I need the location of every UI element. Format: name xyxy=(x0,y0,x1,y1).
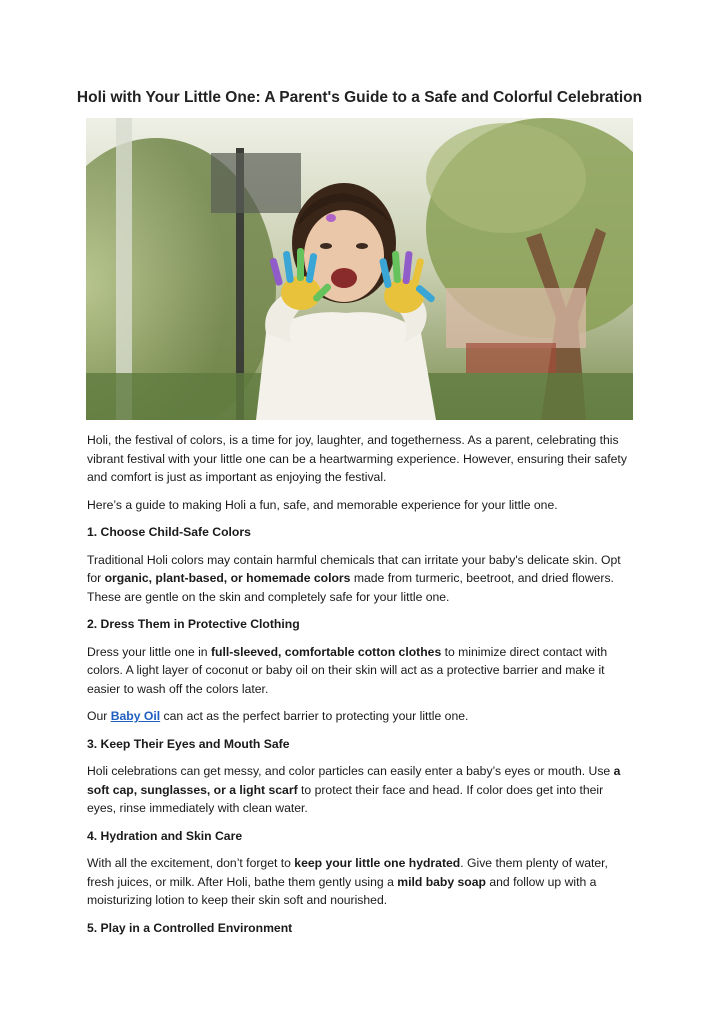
bold-span: keep your little one hydrated xyxy=(294,856,461,870)
text-span: . Give them plenty of water, fresh juices, or milk. After Holi, bathe them gently using a xyxy=(87,856,608,889)
section-5-heading: 5. Play in a Controlled Environment xyxy=(87,920,293,935)
text-span: made from turmeric, beetroot, and dried flowers. These are gentle on the skin and completely safe for your little one. xyxy=(87,571,614,604)
baby-oil-link[interactable]: Baby Oil xyxy=(110,709,161,723)
section-1-paragraph xyxy=(87,551,634,607)
bold-span: full-sleeved, comfortable cotton clothes xyxy=(210,644,442,659)
text-span: With all the excitement, don’t forget to xyxy=(87,856,295,870)
text-span: to minimize direct contact with colors. A light layer of coconut or baby oil on their skin will act as a protective barrier and make it easier to wash off the colors later. xyxy=(87,644,608,696)
text-span: can act as the perfect barrier to protecting your little one. xyxy=(160,709,469,723)
section-3-heading: 3. Keep Their Eyes and Mouth Safe xyxy=(87,736,290,751)
page-title: Holi with Your Little One: A Parent's Guide to a Safe and Colorful Celebration xyxy=(76,89,643,106)
text-span: Holi celebrations can get messy, and color particles can easily enter a baby’s eyes or mouth. Use xyxy=(87,764,614,778)
section-4-paragraph xyxy=(87,854,634,910)
text-span: Traditional Holi colors may contain harmful chemicals that can irritate your baby's delicate skin. Opt for xyxy=(87,552,621,585)
text-span: to protect their face and head. If color does get into their eyes, rinse immediately with clean water. xyxy=(87,782,604,815)
text-span: and follow up with a moisturizing lotion to keep their skin soft and nourished. xyxy=(87,874,597,907)
child-holi-photo xyxy=(86,118,633,420)
hero-image xyxy=(86,118,633,420)
section-2-baby-oil-paragraph xyxy=(87,707,634,726)
intro-paragraph-1: Holi, the festival of colors, is a time for joy, laughter, and togetherness. As a parent, celebrating this vibrant festival with your little one can be a heartwarming experience. However, ensuring their safety and comfort is just as important as enjoying the festival. xyxy=(87,433,627,484)
bold-span: a soft cap, sunglasses, or a light scarf xyxy=(87,764,621,797)
text-span: Dress your little one in xyxy=(87,644,211,659)
section-1-heading: 1. Choose Child-Safe Colors xyxy=(87,525,251,539)
bold-span: mild baby soap xyxy=(397,874,486,889)
section-2-paragraph xyxy=(87,643,634,699)
intro-paragraph-2: Here’s a guide to making Holi a fun, safe, and memorable experience for your little one. xyxy=(87,497,558,512)
text-span: Our xyxy=(87,709,111,723)
section-4-heading: 4. Hydration and Skin Care xyxy=(87,828,243,843)
section-2-heading: 2. Dress Them in Protective Clothing xyxy=(87,617,300,631)
article-body xyxy=(87,431,634,946)
section-3-paragraph xyxy=(87,762,634,818)
bold-span: organic, plant-based, or homemade colors xyxy=(104,571,351,585)
